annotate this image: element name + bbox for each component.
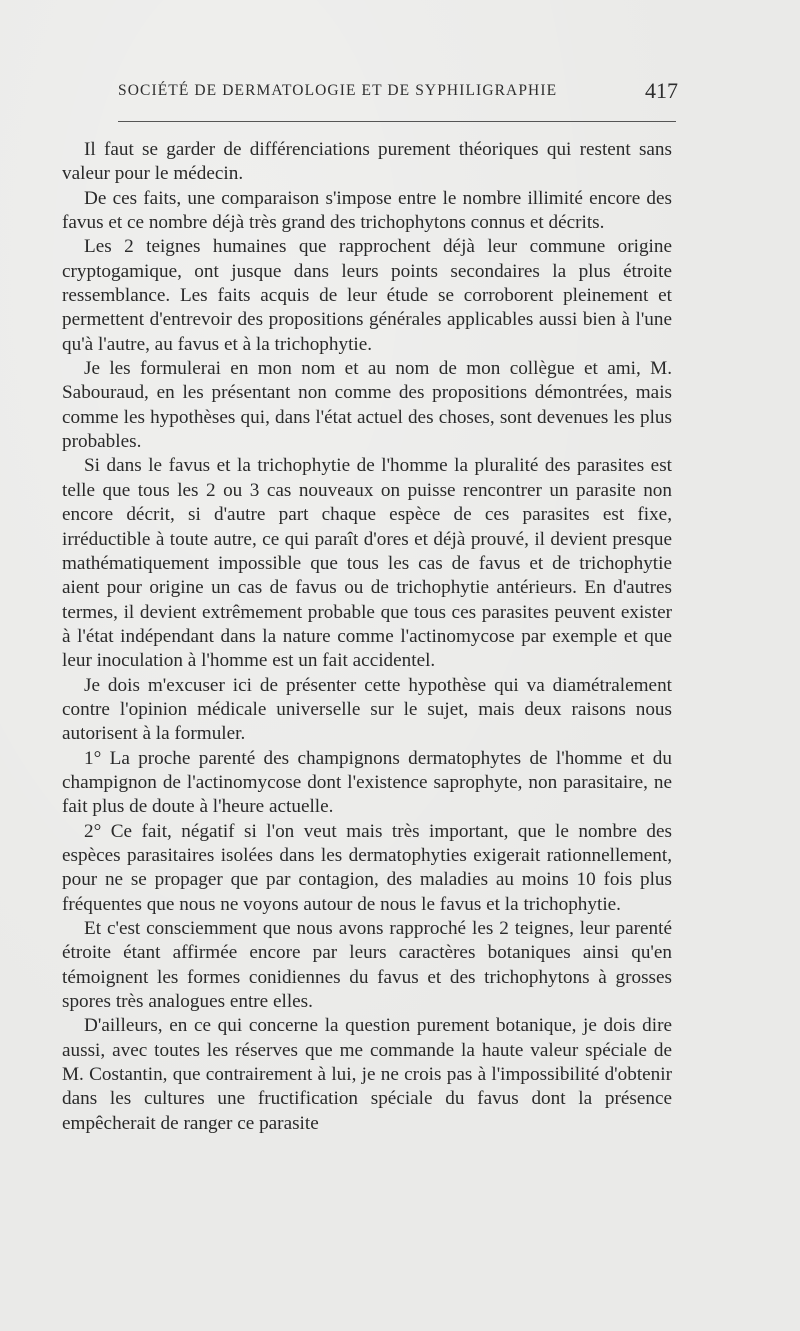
page-number: 417 [645, 78, 678, 103]
paragraph: Je les formulerai en mon nom et au nom de mon collègue et ami, M. Sabouraud, en les présentant non comme des propositions démontrées, mais comme les hypothèses qui, dans l'état actuel des choses, sont devenues les plus probables. [62, 358, 672, 453]
body-text [62, 138, 672, 1136]
paragraph: Et c'est consciemment que nous avons rapproché les 2 teignes, leur parenté étroite étant affirmée encore par leurs caractères botaniques ainsi qu'en témoignent les formes conidiennes du favus et des trichophytons à grosses spores très analogues entre elles. [62, 918, 672, 1013]
paragraph: De ces faits, une comparaison s'impose entre le nombre illimité encore des favus et ce nombre déjà très grand des trichophytons connus et décrits. [62, 187, 672, 234]
header-rule [118, 121, 676, 122]
running-header [118, 78, 678, 108]
paragraph: 2° Ce fait, négatif si l'on veut mais très important, que le nombre des espèces parasitaires isolées dans les dermatophyties exigerait rationnellement, pour ne se propager que par contagion, des maladies au moins 10 fois plus fréquentes que nous ne voyons autour de nous le favus et la trichophytie. [62, 820, 672, 915]
running-head-title: SOCIÉTÉ DE DERMATOLOGIE ET DE SYPHILIGRAPHIE [118, 82, 558, 99]
paragraph: Il faut se garder de différenciations purement théoriques qui restent sans valeur pour le médecin. [62, 139, 672, 185]
paragraph: 1° La proche parenté des champignons dermatophytes de l'homme et du champignon de l'actinomycose dont l'existence saprophyte, non parasitaire, ne fait plus de doute à l'heure actuelle. [62, 747, 672, 818]
paragraph: D'ailleurs, en ce qui concerne la question purement botanique, je dois dire aussi, avec toutes les réserves que me commande la haute valeur spéciale de M. Costantin, que contrairement à lui, je ne crois pas à l'impossibilité d'obtenir dans les cultures une fructification spéciale du favus dont la présence empêcherait de ranger ce parasite [62, 1015, 672, 1134]
paragraph: Les 2 teignes humaines que rapprochent déjà leur commune origine cryptogamique, ont jusque dans leurs points secondaires la plus étroite ressemblance. Les faits acquis de leur étude se corroborent pleinement et permettent d'entrevoir des propositions générales applicables aussi bien à l'une qu'à l'autre, au favus et à la trichophytie. [62, 236, 672, 355]
paragraph: Je dois m'excuser ici de présenter cette hypothèse qui va diamétralement contre l'opinion médicale universelle sur le sujet, mais deux raisons nous autorisent à la formuler. [62, 674, 672, 745]
paragraph: Si dans le favus et la trichophytie de l'homme la pluralité des parasites est telle que tous les 2 ou 3 cas nouveaux on puisse rencontrer un parasite non encore décrit, si d'autre part chaque espèce de ces parasites est fixe, irréductible à toute autre, ce qui paraît d'ores et déjà prouvé, il devient presque mathématiquement impossible que tous les cas de favus et de trichophytie aient pour origine un cas de favus ou de trichophytie antérieurs. En d'autres termes, il devient extrêmement probable que tous ces parasites peuvent exister à l'état indépendant dans la nature comme l'actinomycose par exemple et que leur inoculation à l'homme est un fait accidentel. [62, 455, 672, 672]
